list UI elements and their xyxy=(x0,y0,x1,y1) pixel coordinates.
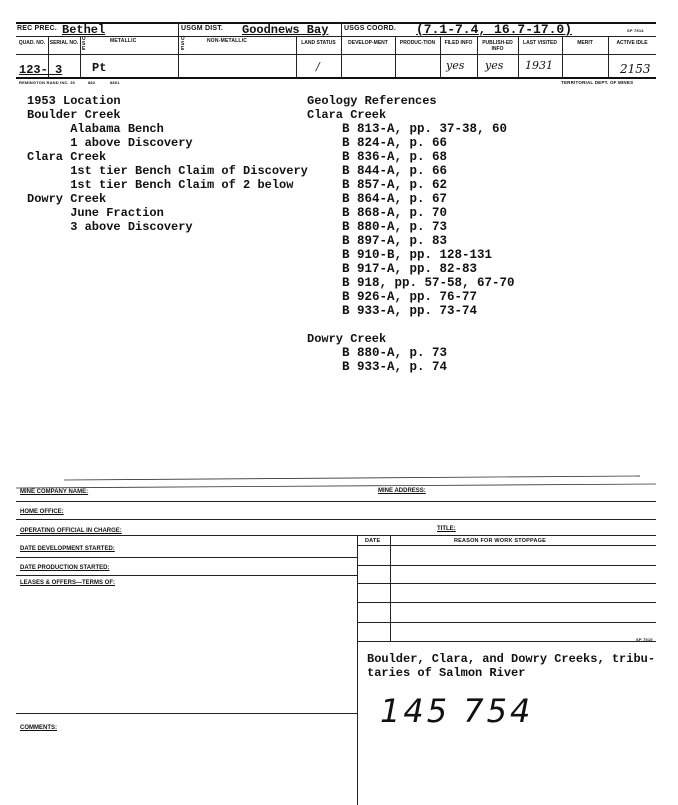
col-nonmetallic: NON-METALLIC xyxy=(207,38,248,44)
geology-block xyxy=(307,94,515,374)
line-production xyxy=(16,575,357,576)
title-label: TITLE: xyxy=(437,526,456,532)
usgm-dist-value: Goodnews Bay xyxy=(242,23,329,37)
geology-ref: B 836-A, p. 68 xyxy=(342,150,448,164)
filed-info-value: yes xyxy=(446,59,465,72)
code-882: 882 xyxy=(88,80,96,85)
geology-ref: B 844-A, p. 66 xyxy=(342,164,448,178)
date-production-label: DATE PRODUCTION STARTED: xyxy=(20,565,110,571)
line-home xyxy=(16,519,656,520)
sep-1 xyxy=(178,22,179,77)
geology-ref: B 917-A, pp. 82-83 xyxy=(342,262,478,276)
metallic-use-marks: U S E xyxy=(82,36,86,52)
column-header-divider xyxy=(16,54,656,55)
row-bottom-border xyxy=(16,77,656,79)
location-line: 1st tier Bench Claim of 2 below xyxy=(27,178,294,192)
col-merit: MERIT xyxy=(577,40,593,46)
stoppage-row-3 xyxy=(357,602,656,603)
comments-label: COMMENTS: xyxy=(20,725,57,731)
line-official xyxy=(16,535,656,536)
skewed-separator xyxy=(0,470,678,490)
location-block xyxy=(27,94,308,234)
code-8801: 8801 xyxy=(110,80,120,85)
location-line: 1 above Discovery xyxy=(27,136,193,150)
last-visited-value: 1931 xyxy=(525,59,553,72)
location-line: Clara Creek xyxy=(27,150,107,164)
metallic-value: Pt xyxy=(92,61,107,75)
leases-label: LEASES & OFFERS—TERMS OF: xyxy=(20,580,116,586)
nonmetallic-use-marks: U S E xyxy=(181,36,185,52)
col-development: DEVELOP-MENT xyxy=(348,40,388,46)
col-production: PRODUC-TION xyxy=(399,40,436,46)
geology-ref: B 824-A, p. 66 xyxy=(342,136,448,150)
geology-ref: B 933-A, pp. 73-74 xyxy=(342,304,478,318)
col-serial: SERIAL NO. xyxy=(49,40,79,46)
line-development xyxy=(16,557,357,558)
right-column-border xyxy=(357,535,358,805)
stoppage-row-4 xyxy=(357,622,656,623)
line-company xyxy=(16,501,656,502)
location-line: Alabama Bench xyxy=(27,122,164,136)
active-idle-value: 2153 xyxy=(620,62,651,76)
geology-ref: B 857-A, p. 62 xyxy=(342,178,448,192)
rec-prec-label: REC PREC. xyxy=(17,25,57,32)
col-published-info: PUBLISH-ED INFO xyxy=(482,40,513,52)
location-line: June Fraction xyxy=(27,206,164,220)
stoppage-row-2 xyxy=(357,583,656,584)
published-info-value: yes xyxy=(485,59,504,72)
col-filed-info: FILED INFO xyxy=(444,40,473,46)
reason-col-header: REASON FOR WORK STOPPAGE xyxy=(454,538,546,544)
location-line: Dowry Creek xyxy=(27,192,107,206)
rec-prec-value: Bethel xyxy=(62,23,106,37)
remarks-line-1: Boulder, Clara, and Dowry Creeks, tribu- xyxy=(367,652,656,666)
geology-ref: B 933-A, p. 74 xyxy=(342,360,448,374)
col-quad: QUAD. NO. xyxy=(18,40,46,46)
operating-official-label: OPERATING OFFICIAL IN CHARGE: xyxy=(20,528,122,534)
land-status-value: / xyxy=(316,60,320,73)
geology-ref: B 926-A, pp. 76-77 xyxy=(342,290,478,304)
printer-mark: REMINGTON RAND INC. 30 xyxy=(19,80,76,85)
form-number: SP 7514 xyxy=(627,28,644,33)
date-col-header: DATE xyxy=(365,538,381,544)
geology-title: Geology References xyxy=(307,94,437,108)
sep-2 xyxy=(341,22,342,77)
usgs-coord-label: USGS COORD. xyxy=(344,25,396,32)
stoppage-row-5 xyxy=(357,641,656,642)
geology-ref: B 880-A, p. 73 xyxy=(342,220,448,234)
line-before-comments xyxy=(16,713,357,714)
date-column-border xyxy=(390,535,391,641)
mine-company-name-label: MINE COMPANY NAME: xyxy=(20,489,89,495)
geology-ref: B 918, pp. 57-58, 67-70 xyxy=(342,276,515,290)
form-number-2: SP 7515 xyxy=(636,637,653,642)
geology-ref: B 897-A, p. 83 xyxy=(342,234,448,248)
stoppage-row-1 xyxy=(357,565,656,566)
sep-metallic xyxy=(80,36,81,77)
location-line: Boulder Creek xyxy=(27,108,121,122)
handwritten-number: 145 754 xyxy=(380,692,534,730)
geology-ref: B 864-A, p. 67 xyxy=(342,192,448,206)
geology-ref: B 813-A, pp. 37-38, 60 xyxy=(342,122,508,136)
location-line: 1953 Location xyxy=(27,94,121,108)
location-line: 3 above Discovery xyxy=(27,220,193,234)
usgm-dist-label: USGM DIST. xyxy=(181,25,224,32)
usgs-coord-value: (7.1-7.4, 16.7-17.0) xyxy=(416,22,573,37)
home-office-label: HOME OFFICE: xyxy=(20,509,64,515)
col-metallic: METALLIC xyxy=(110,38,137,44)
col-land-status: LAND STATUS xyxy=(301,40,336,46)
remarks-line-2: taries of Salmon River xyxy=(367,666,526,680)
col-active-idle: ACTIVE IDLE xyxy=(616,40,648,46)
col-last-visited: LAST VISITED xyxy=(523,40,557,46)
stoppage-header-line xyxy=(357,545,656,546)
quad-serial-value: 123- 3 xyxy=(19,63,63,77)
clara-heading: Clara Creek xyxy=(307,108,387,122)
date-development-label: DATE DEVELOPMENT STARTED: xyxy=(20,546,115,552)
dowry-heading: Dowry Creek xyxy=(307,332,387,346)
mine-address-label: MINE ADDRESS: xyxy=(378,488,426,494)
location-line: 1st tier Bench Claim of Discovery xyxy=(27,164,308,178)
territorial-dept: TERRITORIAL DEPT. OF MINES xyxy=(561,80,634,85)
geology-ref: B 880-A, p. 73 xyxy=(342,346,448,360)
geology-ref: B 868-A, p. 70 xyxy=(342,206,448,220)
geology-ref: B 910-B, pp. 128-131 xyxy=(342,248,493,262)
